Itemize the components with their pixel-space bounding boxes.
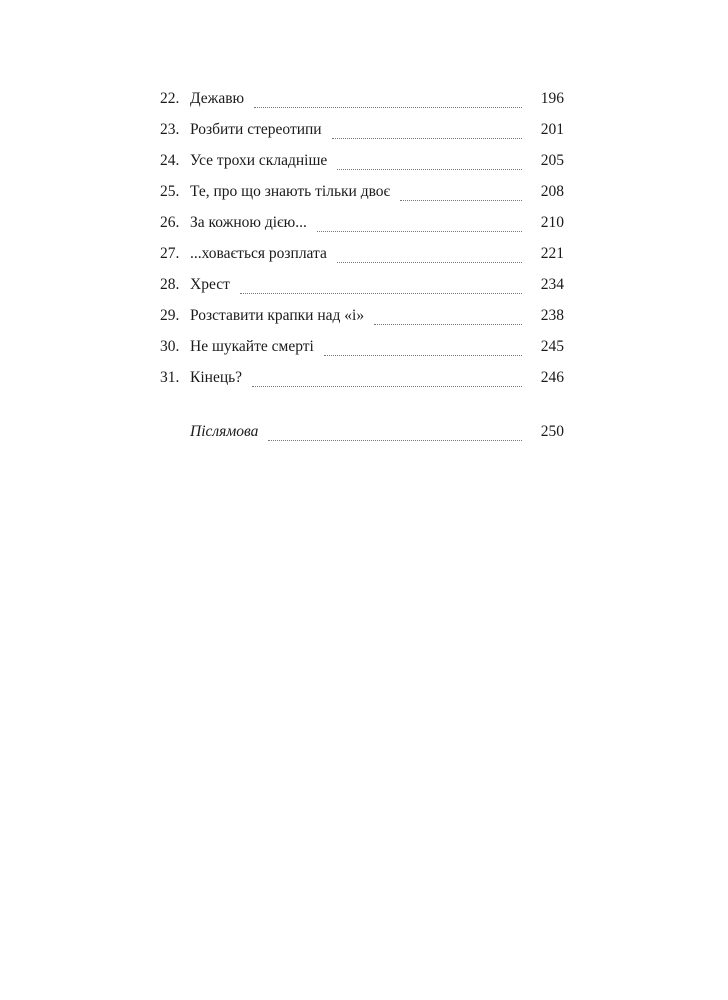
page-number: 245 [540, 338, 564, 355]
toc-entry-24[interactable] [160, 150, 564, 181]
dot-leader [324, 355, 522, 356]
dot-leader [332, 138, 522, 139]
chapter-title: Не шукайте смерті [190, 338, 314, 355]
dot-leader [337, 169, 522, 170]
chapter-title: Розставити крапки над «і» [190, 307, 365, 324]
chapter-number: 28. [160, 276, 180, 293]
chapter-title: Усе трохи складніше [190, 152, 328, 169]
page-number: 196 [540, 90, 564, 107]
page-number: 201 [540, 121, 564, 138]
chapter-title: Розбити стереотипи [190, 121, 322, 138]
chapter-title: Хрест [190, 276, 230, 293]
toc-entry-29[interactable] [160, 305, 564, 336]
page-number: 234 [540, 276, 564, 293]
dot-leader [254, 107, 522, 108]
toc-entry-25[interactable] [160, 181, 564, 212]
chapter-title: Дежавю [190, 90, 245, 107]
dot-leader [337, 262, 522, 263]
table-of-contents [160, 88, 564, 452]
chapter-number: 22. [160, 90, 180, 107]
page-number: 221 [540, 245, 564, 262]
chapter-title: ...ховається розплата [190, 245, 327, 262]
dot-leader [268, 440, 522, 441]
toc-entry-27[interactable] [160, 243, 564, 274]
toc-entry-30[interactable] [160, 336, 564, 367]
page-number: 210 [540, 214, 564, 231]
toc-entry-31[interactable] [160, 367, 564, 398]
chapter-number: 30. [160, 338, 180, 355]
afterword-title: Післямова [190, 423, 259, 440]
dot-leader [240, 293, 522, 294]
page-number: 246 [540, 369, 564, 386]
chapter-number: 29. [160, 307, 180, 324]
page-number: 250 [540, 423, 564, 440]
chapter-number: 26. [160, 214, 180, 231]
toc-entry-22[interactable] [160, 88, 564, 119]
toc-entry-26[interactable] [160, 212, 564, 243]
dot-leader [252, 386, 522, 387]
dot-leader [374, 324, 522, 325]
chapter-number: 24. [160, 152, 180, 169]
page-number: 205 [540, 152, 564, 169]
toc-entry-28[interactable] [160, 274, 564, 305]
chapter-title: Кінець? [190, 369, 243, 386]
dot-leader [317, 231, 522, 232]
page-number: 238 [540, 307, 564, 324]
chapter-number: 23. [160, 121, 180, 138]
toc-entry-afterword[interactable] [160, 421, 564, 452]
chapter-title: За кожною дією... [190, 214, 307, 231]
chapter-number: 25. [160, 183, 180, 200]
chapter-number: 31. [160, 369, 180, 386]
chapter-title: Те, про що знають тільки двоє [190, 183, 391, 200]
chapter-number: 27. [160, 245, 180, 262]
page-number: 208 [540, 183, 564, 200]
toc-entry-23[interactable] [160, 119, 564, 150]
dot-leader [400, 200, 522, 201]
